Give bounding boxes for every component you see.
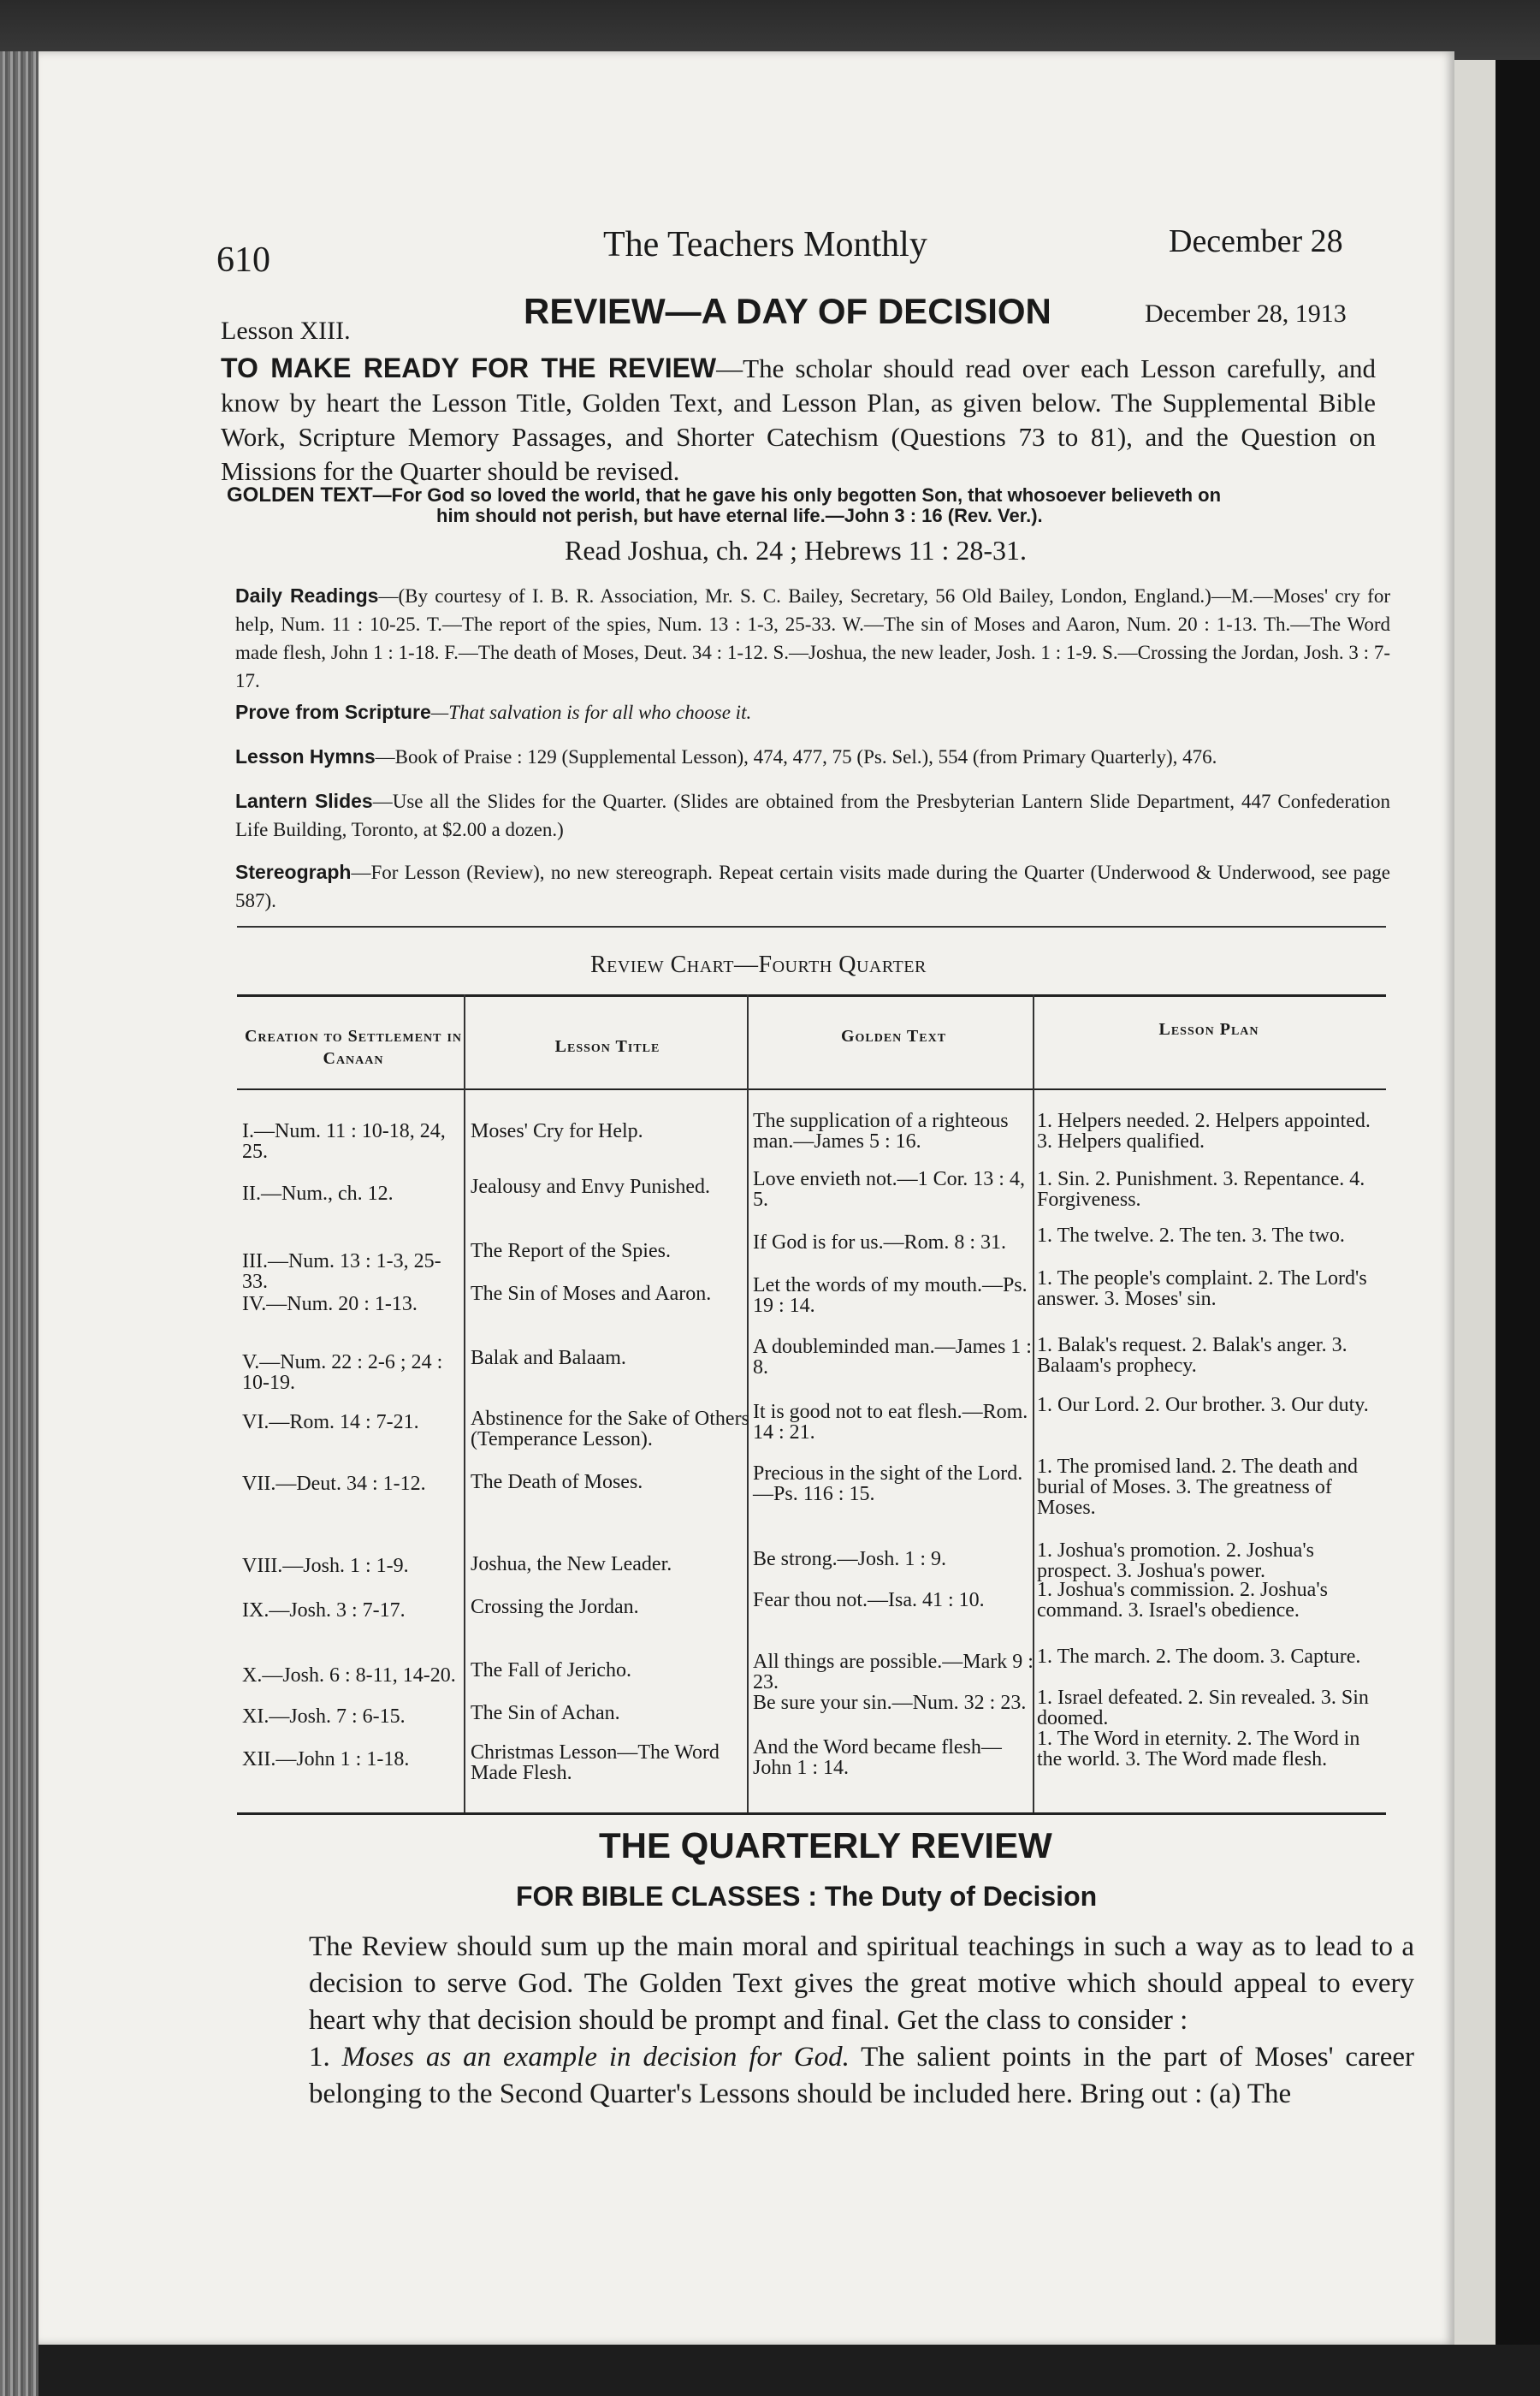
row-reference: III.—Num. 13 : 1-3, 25-33. (242, 1250, 441, 1293)
row-reference: IV.—Num. 20 : 1-13. (242, 1293, 418, 1315)
row-lesson-title: Jealousy and Envy Punished. (471, 1176, 710, 1198)
row-lesson-title: Crossing the Jordan. (471, 1596, 639, 1618)
column-header-lesson-plan: Lesson Plan (1158, 1020, 1259, 1039)
row-lesson-title: Joshua, the New Leader. (471, 1553, 672, 1575)
lesson-date: December 28, 1913 (1145, 300, 1347, 328)
row-golden-text: If God is for us.—Rom. 8 : 31. (753, 1231, 1006, 1254)
row-lesson-plan: 1. The Word in eternity. 2. The Word in the world. 3. The Word made flesh. (1037, 1728, 1360, 1770)
row-golden-text: A doubleminded man.—James 1 : 8. (753, 1336, 1032, 1379)
quarterly-review-subtitle: FOR BIBLE CLASSES : The Duty of Decision (516, 1881, 1098, 1912)
row-reference: II.—Num., ch. 12. (242, 1183, 394, 1205)
chart-header-rule (237, 994, 1386, 997)
row-lesson-title: Abstinence for the Sake of Others (Temperance Lesson). (471, 1408, 749, 1450)
make-ready-lead: TO MAKE READY FOR THE REVIEW (221, 353, 717, 383)
daily-readings-text: —(By courtesy of I. B. R. Association, Mr. S. C. Bailey, Secretary, 56 Old Bailey, London, England.)—M.—Moses' cry for help, Num. 11 : 10-25. T.—The report of the spies, Num. 13 : 1-3, 25-33. W.—The sin of Moses and Aaron, Num. 20 : 1-13. Th.—The Word made flesh, John 1 : 1-18. F.—The death of Moses, Deut. 34 : 1-12. S.—Joshua, the new leader, Josh. 1 : 1-9. S.—Crossing the Jordan, Josh. 3 : 7-17. (235, 585, 1390, 691)
make-ready-text: —The scholar should read over each Lesson carefully, and know by heart the Lesson Title, Golden Text, and Lesson Plan, as given below. The Supplemental Bible Work, Scripture Memory Passages, and Shorter Catechism (Questions 73 to 81), and the Question on Missions for the Quarter should be revised. (221, 353, 1377, 486)
row-reference: VII.—Deut. 34 : 1-12. (242, 1473, 426, 1495)
row-reference: V.—Num. 22 : 2-6 ; 24 : 10-19. (242, 1351, 443, 1394)
page-number: 610 (216, 240, 270, 280)
page-right-edge (1454, 60, 1496, 2353)
column-header-lesson-title: Lesson Title (554, 1037, 660, 1056)
daily-readings (235, 582, 1390, 695)
row-lesson-plan: 1. Joshua's commission. 2. Joshua's command. 3. Israel's obedience. (1037, 1579, 1328, 1622)
column-header-golden-text: Golden Text (840, 1027, 947, 1046)
row-lesson-title: The Sin of Moses and Aaron. (471, 1283, 712, 1305)
row-lesson-plan: 1. Helpers needed. 2. Helpers appointed. 3. Helpers qualified. (1037, 1110, 1371, 1153)
review-p2-number: 1. (309, 2042, 342, 2073)
row-reference: XI.—Josh. 7 : 6-15. (242, 1705, 406, 1728)
row-reference: VIII.—Josh. 1 : 1-9. (242, 1555, 409, 1577)
row-lesson-plan: 1. Our Lord. 2. Our brother. 3. Our duty. (1037, 1394, 1369, 1416)
row-lesson-plan: 1. Balak's request. 2. Balak's anger. 3. Balaam's prophecy. (1037, 1334, 1348, 1377)
column-header-reference: Creation to Settlement in Canaan (244, 1027, 463, 1068)
row-reference: X.—Josh. 6 : 8-11, 14-20. (242, 1664, 456, 1687)
row-lesson-title: The Fall of Jericho. (471, 1659, 631, 1681)
row-golden-text: The supplication of a righteous man.—James 5 : 16. (753, 1110, 1009, 1153)
golden-text-line1: —For God so loved the world, that he gave his only begotten Son, that whosoever believeth on (372, 484, 1222, 506)
review-paragraph-1: The Review should sum up the main moral and spiritual teachings in such a way as to lead to a decision to serve God. The Golden Text gives the great motive which should appeal to every heart why that decision should be prompt and final. Get the class to consider : (309, 1931, 1414, 2036)
review-chart-title: Review Chart—Fourth Quarter (590, 952, 927, 978)
row-lesson-title: The Death of Moses. (471, 1471, 643, 1493)
stereograph-label: Stereograph (235, 861, 352, 883)
row-lesson-plan: 1. Israel defeated. 2. Sin revealed. 3. Sin doomed. (1037, 1687, 1369, 1729)
prove-text: —That salvation is for all who choose it. (430, 702, 752, 723)
stereograph-text: —For Lesson (Review), no new stereograph. Repeat certain visits made during the Quarter (Underwood & Underwood, see page 587). (235, 862, 1390, 911)
lesson-title: REVIEW—A DAY OF DECISION (524, 291, 1051, 331)
row-golden-text: Be sure your sin.—Num. 32 : 23. (753, 1692, 1027, 1714)
review-p2-italic: Moses as an example in decision for God. (341, 2042, 850, 2073)
chart-top-rule (237, 926, 1386, 928)
row-reference: XII.—John 1 : 1-18. (242, 1748, 410, 1770)
row-golden-text: It is good not to eat flesh.—Rom. 14 : 21. (753, 1401, 1028, 1444)
column-divider-2 (747, 994, 749, 1812)
lantern-slides (235, 787, 1390, 844)
row-reference: I.—Num. 11 : 10-18, 24, 25. (242, 1120, 446, 1163)
lesson-number: Lesson XIII. (221, 317, 351, 345)
lantern-label: Lantern Slides (235, 790, 373, 812)
quarterly-review-body (251, 1929, 1414, 2113)
row-lesson-plan: 1. The twelve. 2. The ten. 3. The two. (1037, 1225, 1345, 1247)
row-lesson-plan: 1. Joshua's promotion. 2. Joshua's prospect. 3. Joshua's power. (1037, 1539, 1314, 1582)
row-lesson-title: The Report of the Spies. (471, 1240, 671, 1262)
chart-bottom-rule (237, 1812, 1386, 1815)
row-reference: VI.—Rom. 14 : 7-21. (242, 1411, 419, 1433)
column-divider-1 (464, 994, 465, 1812)
golden-text-label: GOLDEN TEXT (227, 483, 373, 507)
row-lesson-plan: 1. The march. 2. The doom. 3. Capture. (1037, 1646, 1361, 1668)
row-lesson-title: Christmas Lesson—The Word Made Flesh. (471, 1741, 720, 1784)
row-golden-text: And the Word became flesh—John 1 : 14. (753, 1736, 1002, 1779)
review-p2-rest: The salient points in the part of Moses' career belonging to the Second Quarter's Lessons should be included here. Bring out : (a) The (309, 2042, 1414, 2109)
chart-column-header-rule (237, 1088, 1386, 1090)
row-golden-text: Be strong.—Josh. 1 : 9. (753, 1548, 947, 1570)
hymns-text: —Book of Praise : 129 (Supplemental Lesson), 474, 477, 75 (Ps. Sel.), 554 (from Primary Quarterly), 476. (375, 746, 1217, 768)
row-golden-text: Precious in the sight of the Lord.—Ps. 116 : 15. (753, 1462, 1023, 1505)
header-date: December 28 (1169, 223, 1343, 259)
golden-text (227, 485, 1377, 526)
row-golden-text: Love envieth not.—1 Cor. 13 : 4, 5. (753, 1168, 1025, 1211)
stereograph (235, 858, 1390, 915)
row-lesson-plan: 1. The people's complaint. 2. The Lord's answer. 3. Moses' sin. (1037, 1267, 1367, 1310)
row-lesson-plan: 1. The promised land. 2. The death and burial of Moses. 3. The greatness of Moses. (1037, 1456, 1359, 1519)
row-reference: IX.—Josh. 3 : 7-17. (242, 1599, 406, 1622)
scan-bottom-border (38, 2345, 1540, 2396)
lantern-text: —Use all the Slides for the Quarter. (Slides are obtained from the Presbyterian Lantern Slide Department, 447 Confederation Life Building, Toronto, at $2.00 a dozen.) (235, 791, 1390, 840)
lesson-hymns (235, 743, 1390, 771)
make-ready-paragraph (221, 351, 1376, 489)
journal-title: The Teachers Monthly (603, 225, 927, 264)
row-lesson-title: The Sin of Achan. (471, 1702, 620, 1724)
row-golden-text: Fear thou not.—Isa. 41 : 10. (753, 1589, 985, 1611)
row-lesson-title: Moses' Cry for Help. (471, 1120, 643, 1142)
golden-text-line2: him should not perish, but have eternal life.—John 3 : 16 (Rev. Ver.). (436, 505, 1043, 526)
row-lesson-plan: 1. Sin. 2. Punishment. 3. Repentance. 4. Forgiveness. (1037, 1168, 1365, 1211)
row-lesson-title: Balak and Balaam. (471, 1347, 626, 1369)
review-paragraph-2 (251, 2039, 1414, 2113)
daily-readings-label: Daily Readings (235, 584, 379, 607)
row-golden-text: Let the words of my mouth.—Ps. 19 : 14. (753, 1274, 1028, 1317)
scan-right-border (1496, 60, 1540, 2396)
read-line: Read Joshua, ch. 24 ; Hebrews 11 : 28-31. (565, 535, 1028, 566)
hymns-label: Lesson Hymns (235, 745, 376, 768)
prove-from-scripture (235, 698, 1390, 727)
quarterly-review-title: THE QUARTERLY REVIEW (599, 1825, 1052, 1865)
row-golden-text: All things are possible.—Mark 9 : 23. (753, 1651, 1034, 1693)
prove-label: Prove from Scripture (235, 701, 431, 723)
